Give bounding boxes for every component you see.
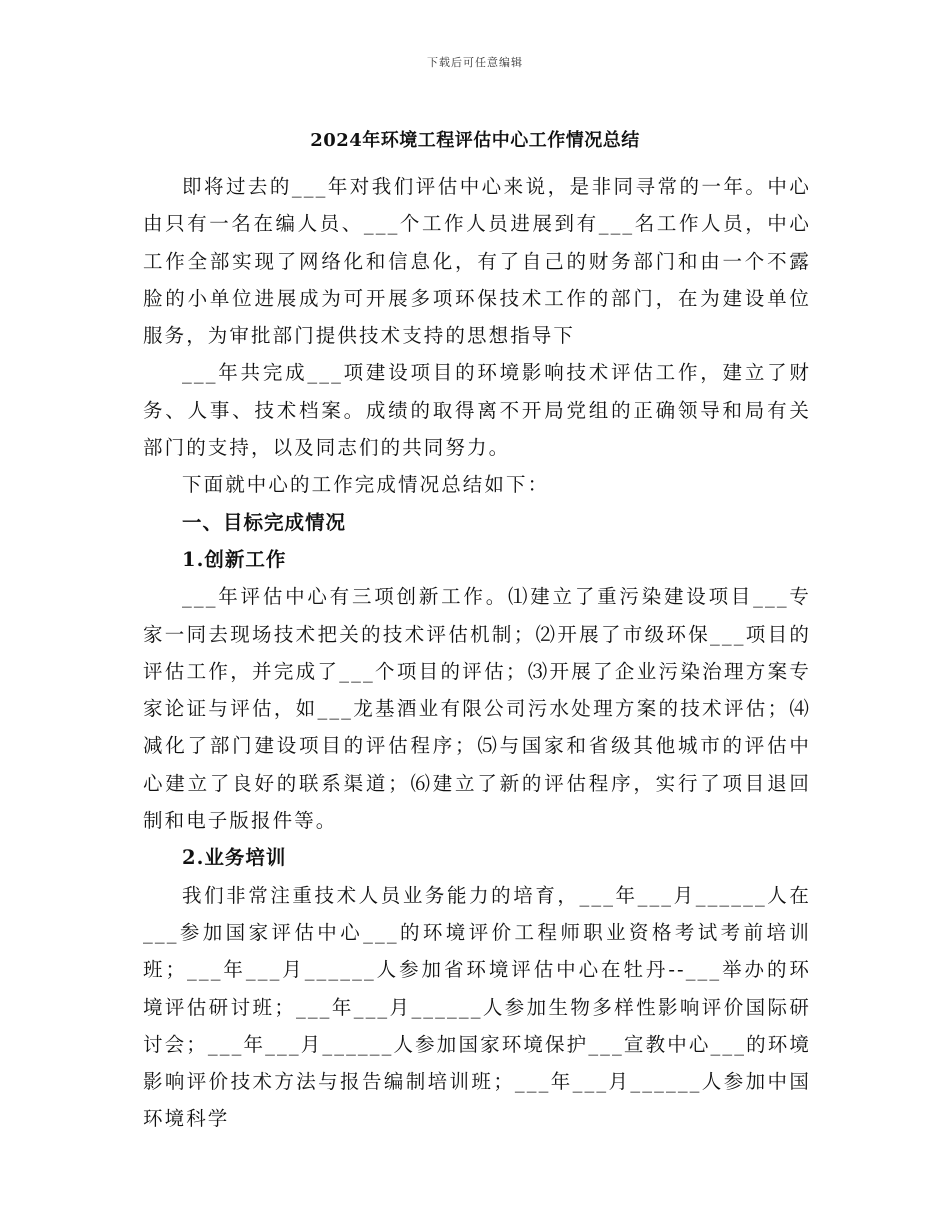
section-heading-goals: 一、目标完成情况 [182, 510, 347, 534]
paragraph-intro: 即将过去的___年对我们评估中心来说，是非同寻常的一年。中心由只有一名在编人员、___个工作人员进展到有___名工作人员，中心工作全部实现了网络化和信息化，有了自己的财务部门和由一个不露脸的小单位进展成为可开展多项环保技术工作的部门，在为建设单位服务，为审批部门提供技术支持的思想指导下 [143, 175, 811, 348]
subsection-heading-innovation: 1.创新工作 [182, 547, 287, 571]
paragraph-innovation: ___年评估中心有三项创新工作。⑴建立了重污染建设项目___专家一同去现场技术把关的技术评估机制；⑵开展了市级环保___项目的评估工作，并完成了___个项目的评估；⑶开展了企业污染治理方案专家论证与评估，如___龙基酒业有限公司污水处理方案的技术评估；⑷减化了部门建设项目的评估程序；⑸与国家和省级其他城市的评估中心建立了良好的联系渠道；⑹建立了新的评估程序，实行了项目退回制和电子版报件等。 [143, 585, 811, 833]
document-body [143, 168, 811, 1138]
paragraph-summary-lead: 下面就中心的工作完成情况总结如下： [182, 473, 550, 497]
paragraph-training: 我们非常注重技术人员业务能力的培育，___年___月______人在___参加国家评估中心___的环境评价工程师职业资格考试考前培训班；___年___月______人参加省环境评估中心在牡丹--___举办的环境评估研讨班；___年___月______人参加生物多样性影响评价国际研讨会；___年___月______人参加国家环境保护___宣教中心___的环境影响评价技术方法与报告编制培训班；___年___月______人参加中国环境科学 [143, 883, 811, 1131]
document-title: 2024年环境工程评估中心工作情况总结 [310, 130, 640, 151]
paragraph-achievements: ___年共完成___项建设项目的环境影响技术评估工作，建立了财务、人事、技术档案。成绩的取得离不开局党组的正确领导和局有关部门的支持，以及同志们的共同努力。 [143, 361, 811, 460]
header-note: 下载后可任意编辑 [427, 56, 523, 69]
subsection-heading-training: 2.业务培训 [182, 846, 287, 870]
